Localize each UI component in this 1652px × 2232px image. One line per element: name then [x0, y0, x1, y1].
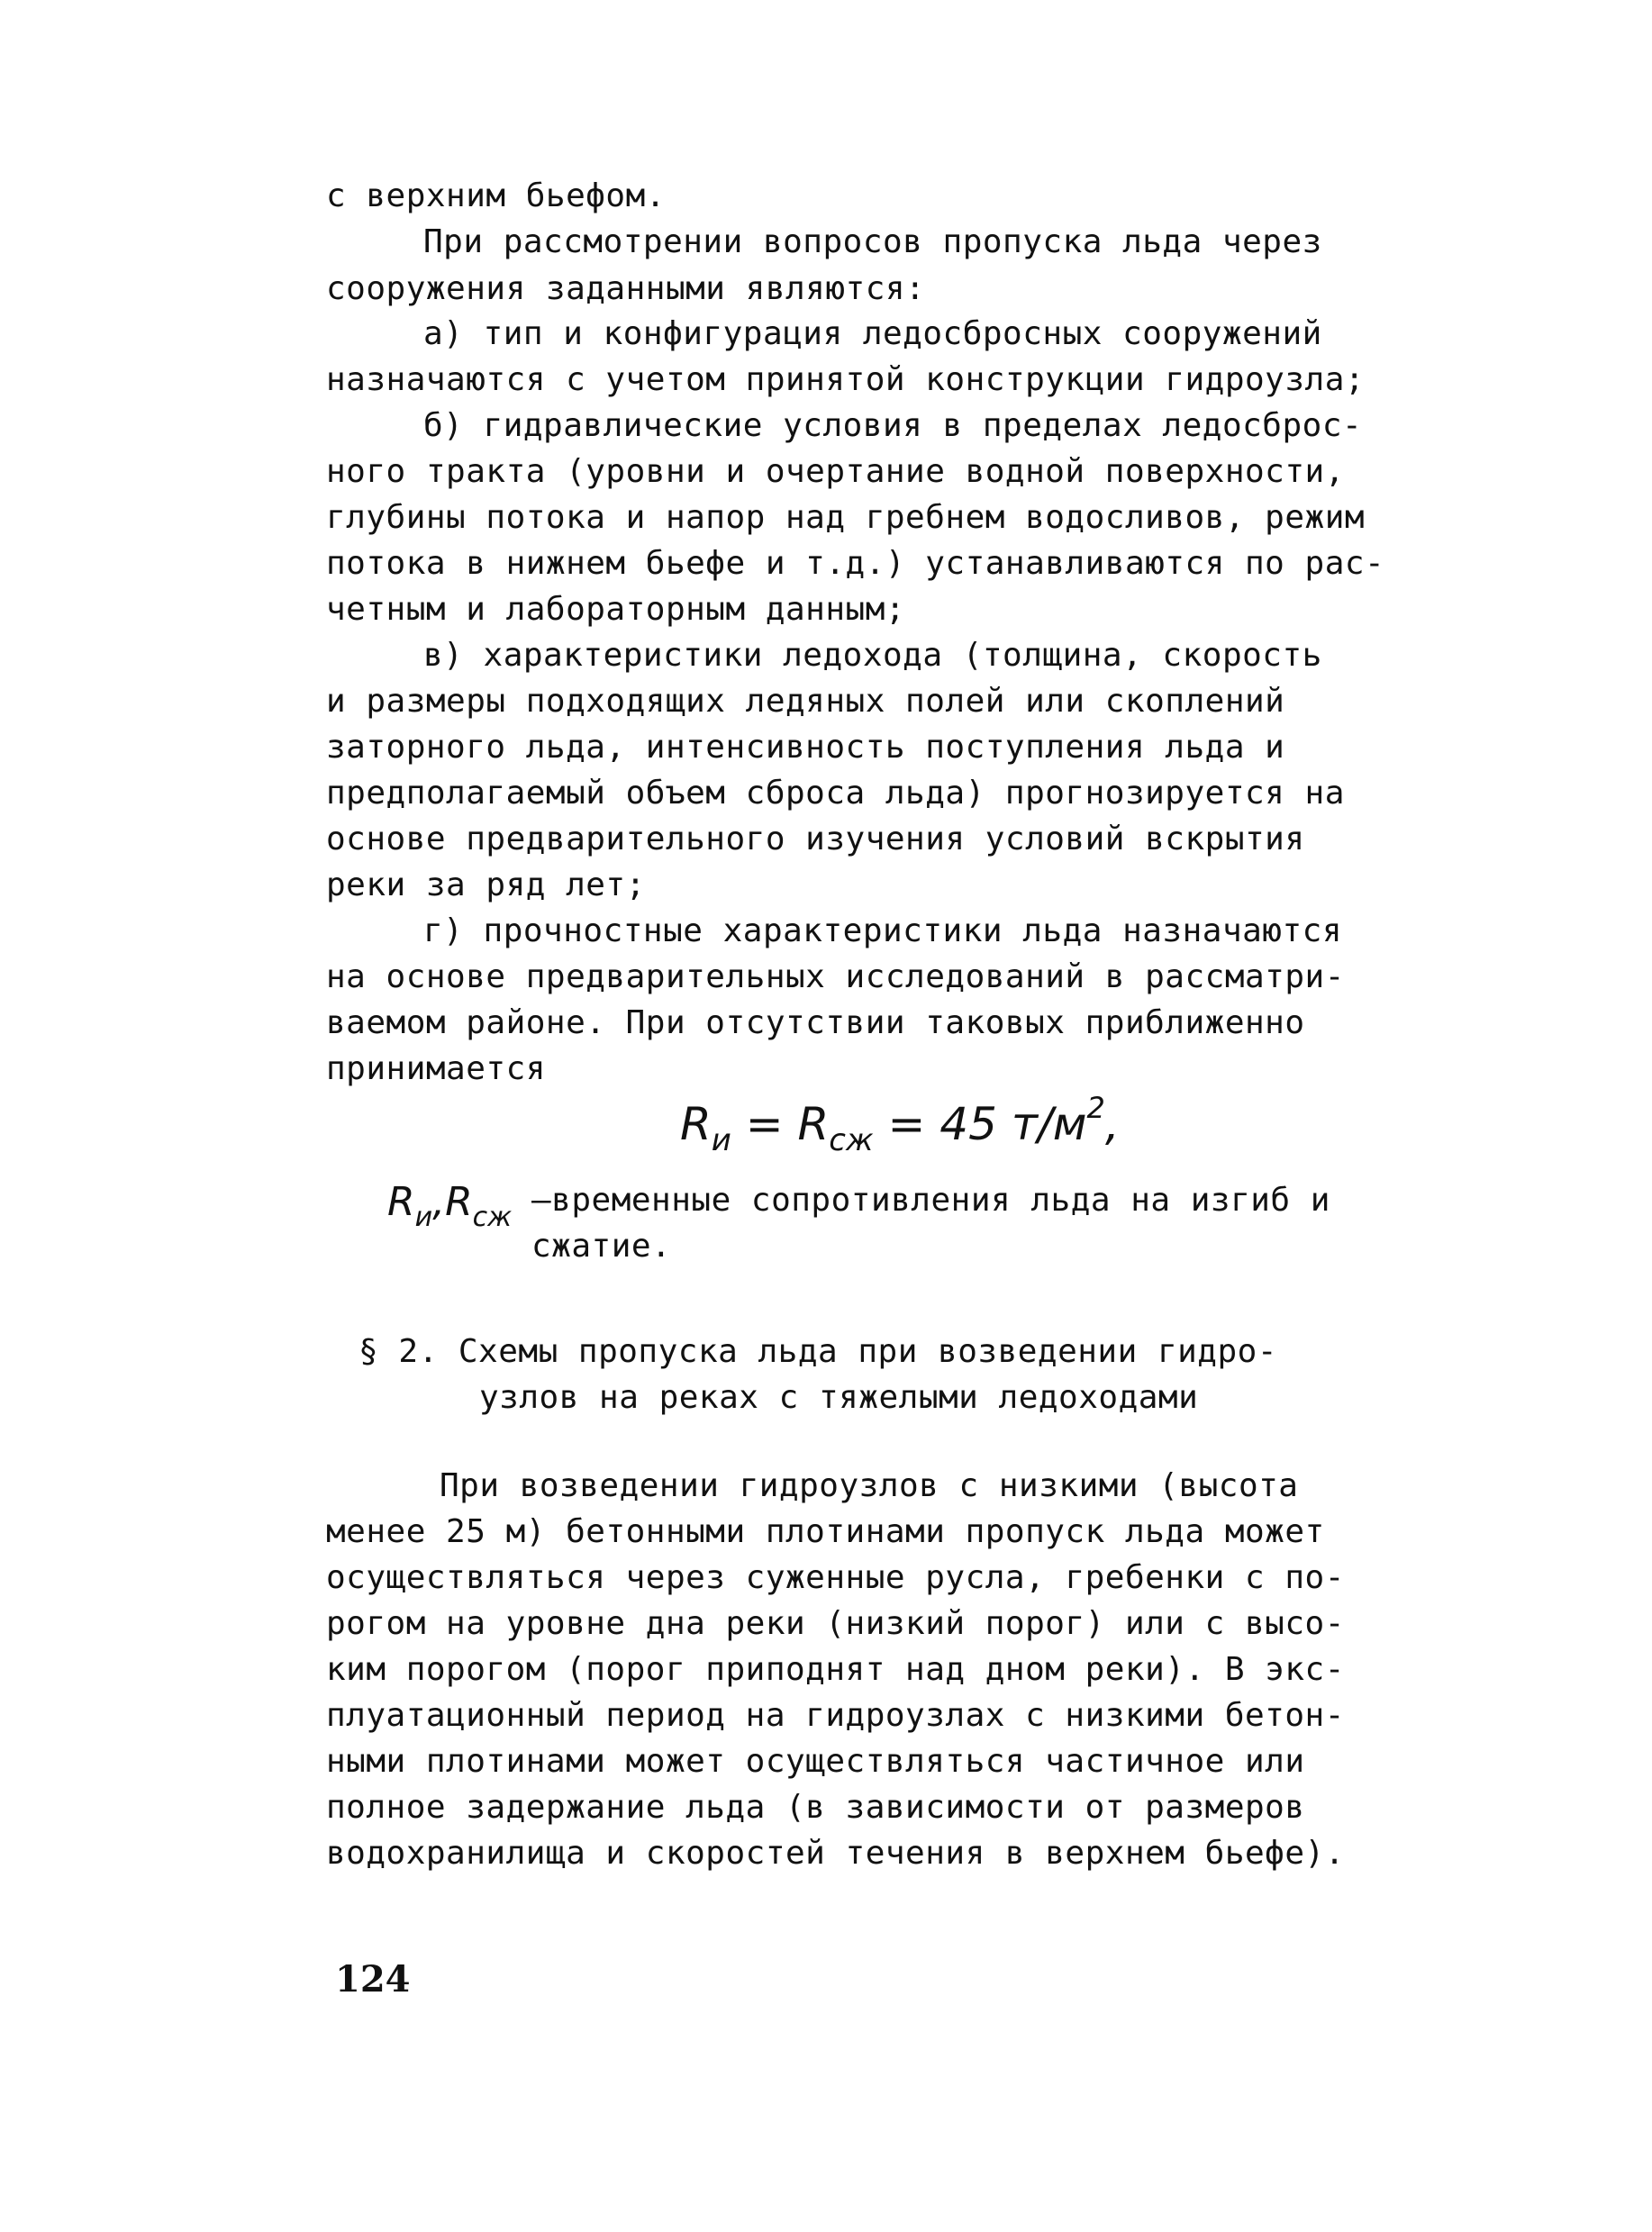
definition-text: –временные сопротивления льда на изгиб и: [531, 1182, 1330, 1219]
section-heading: узлов на реках с тяжелыми ледоходами: [479, 1379, 1199, 1416]
text-line: в) характеристики ледохода (толщина, скорость: [423, 637, 1322, 674]
text-line: с верхним бьефом.: [326, 177, 666, 214]
text-line: реки за ряд лет;: [326, 866, 646, 903]
text-line: полное задержание льда (в зависимости от размеров: [326, 1789, 1305, 1826]
text-line: водохранилища и скоростей течения в верхнем бьефе).: [326, 1835, 1345, 1872]
text-line: принимается: [326, 1050, 546, 1087]
text-line: осуществляться через суженные русла, гребенки с по-: [326, 1559, 1345, 1596]
definition-symbol: R: [387, 1179, 415, 1225]
text-line: б) гидравлические условия в пределах ледосброс-: [423, 407, 1363, 444]
formula-subscript: и: [711, 1122, 731, 1158]
text-line: заторного льда, интенсивность поступления льда и: [326, 729, 1285, 766]
definition-symbol: R: [445, 1179, 473, 1225]
text-line: менее 25 м) бетонными плотинами пропуск льда может: [326, 1513, 1325, 1550]
text-line: ными плотинами может осуществляться частичное или: [326, 1743, 1305, 1780]
text-line: потока в нижнем бьефе и т.д.) устанавливаются по рас-: [326, 545, 1385, 582]
formula-comma: ,: [1104, 1098, 1120, 1150]
text-line: ким порогом (порог приподнят над дном реки). В экс-: [326, 1651, 1345, 1688]
text-line: ного тракта (уровни и очертание водной поверхности,: [326, 453, 1345, 490]
definition-subscript: и: [414, 1202, 433, 1233]
text-line: сооружения заданными являются:: [326, 270, 926, 307]
ice-strength-formula: [680, 1072, 1221, 1158]
formula-symbol: R: [680, 1098, 712, 1150]
text-line: предполагаемый объем сброса льда) прогнозируется на: [326, 775, 1345, 812]
text-line: основе предварительного изучения условий вскрытия: [326, 821, 1305, 857]
formula-subscript: сж: [829, 1122, 874, 1158]
formula-symbol: R: [797, 1098, 830, 1150]
text-line: рогом на уровне дна реки (низкий порог) или с высо-: [326, 1605, 1345, 1642]
definition-subscript: сж: [472, 1202, 513, 1233]
text-line: г) прочностные характеристики льда назначаются: [423, 912, 1342, 949]
page-number: 124: [335, 1958, 411, 2001]
text-line: ваемом районе. При отсутствии таковых приближенно: [326, 1004, 1305, 1041]
text-line: назначаются с учетом принятой конструкции гидроузла;: [326, 361, 1366, 398]
definition-comma: ,: [432, 1179, 446, 1225]
text-line: а) тип и конфигурация ледосбросных сооружений: [423, 315, 1322, 352]
formula-value: = 45 т/м: [873, 1098, 1087, 1150]
text-line: При рассмотрении вопросов пропуска льда через: [423, 223, 1322, 260]
definition-text: сжатие.: [531, 1228, 672, 1265]
text-line: При возведении гидроузлов с низкими (высота: [440, 1467, 1299, 1504]
text-line: на основе предварительных исследований в рассматри-: [326, 958, 1345, 995]
formula-equals: =: [731, 1098, 798, 1150]
text-line: плуатационный период на гидроузлах с низкими бетон-: [326, 1697, 1345, 1734]
text-line: глубины потока и напор над гребнем водосливов, режим: [326, 499, 1366, 536]
formula-superscript: 2: [1086, 1091, 1105, 1125]
text-line: четным и лабораторным данным;: [326, 591, 906, 628]
section-heading: § 2. Схемы пропуска льда при возведении гидро-: [359, 1333, 1277, 1370]
text-line: и размеры подходящих ледяных полей или скоплений: [326, 683, 1285, 720]
